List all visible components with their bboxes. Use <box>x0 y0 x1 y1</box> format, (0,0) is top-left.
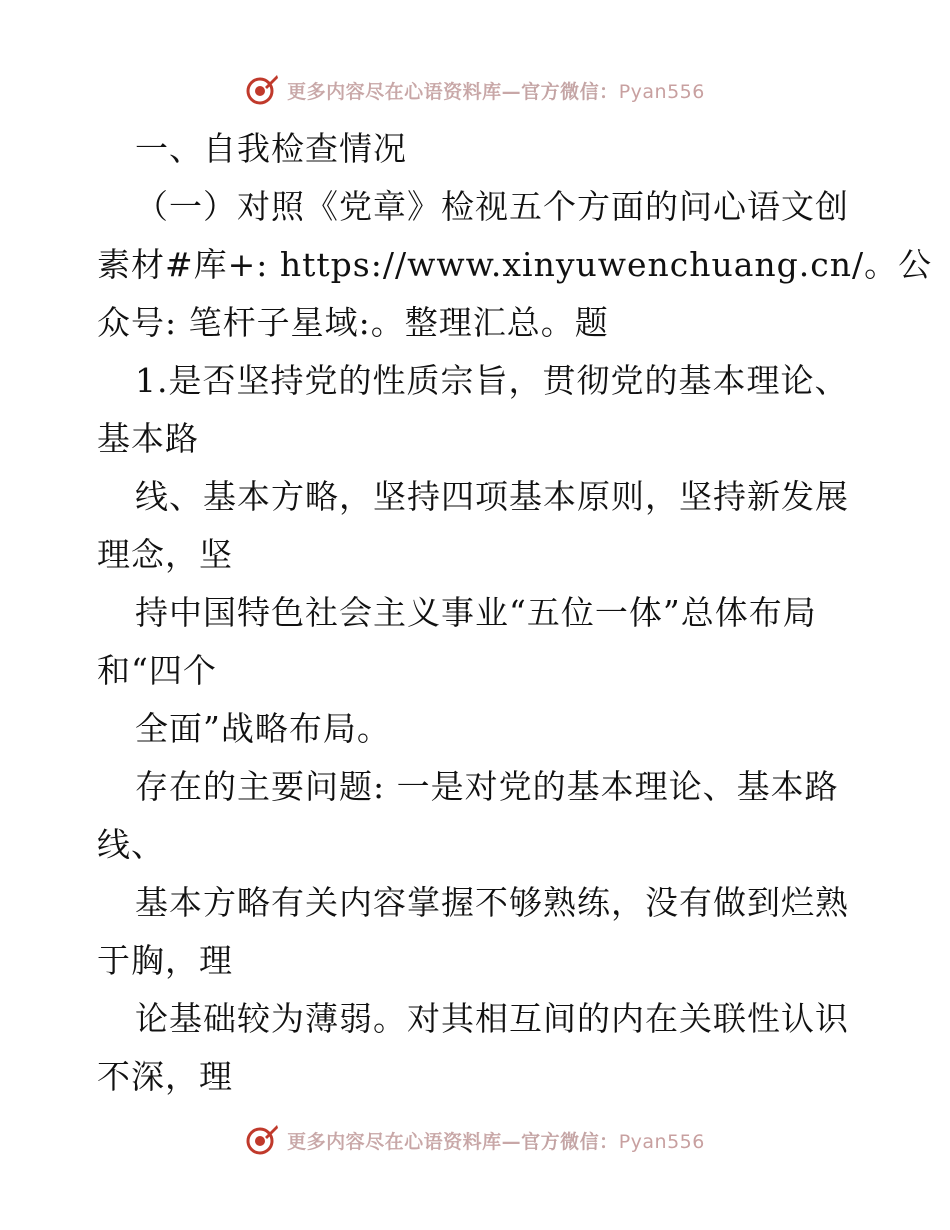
footer-handle: Pyan556 <box>618 1130 705 1153</box>
body-line: 和“四个 <box>97 651 217 690</box>
body-line: 论基础较为薄弱。对其相互间的内在关联性认识 <box>135 999 849 1038</box>
header-separator: — <box>501 80 522 103</box>
body-line: 素材#库+: https://www.xinyuwenchuang.cn/。公 <box>97 245 933 284</box>
header-watermark-text <box>287 77 705 104</box>
body-line: 一、自我检查情况 <box>135 129 407 168</box>
body-line: 于胸，理 <box>97 941 233 980</box>
footer-brand: 更多内容尽在心语资料库 <box>287 1130 502 1153</box>
body-line: 基本路 <box>97 419 199 458</box>
body-line: 线、 <box>97 825 165 864</box>
header-watermark <box>0 70 950 110</box>
footer-separator: — <box>501 1130 522 1153</box>
footer-watermark <box>0 1120 950 1160</box>
body-line: 1.是否坚持党的性质宗旨，贯彻党的基本理论、 <box>135 361 849 400</box>
body-line: 线、基本方略，坚持四项基本原则，坚持新发展 <box>135 477 849 516</box>
pen-logo-icon <box>245 1123 279 1157</box>
footer-watermark-text <box>287 1127 705 1154</box>
body-line: （一）对照《党章》检视五个方面的问心语文创 <box>135 187 849 226</box>
body-line: 众号: 笔杆子星域:。整理汇总。题 <box>97 303 609 342</box>
body-line: 不深，理 <box>97 1057 233 1096</box>
header-label: 官方微信： <box>521 80 619 103</box>
body-line: 持中国特色社会主义事业“五位一体”总体布局 <box>135 593 817 632</box>
footer-label: 官方微信： <box>521 1130 619 1153</box>
body-line: 理念，坚 <box>97 535 233 574</box>
body-line: 存在的主要问题: 一是对党的基本理论、基本路 <box>135 767 839 806</box>
body-line: 基本方略有关内容掌握不够熟练，没有做到烂熟 <box>135 883 849 922</box>
header-handle: Pyan556 <box>618 80 705 103</box>
pen-logo-icon <box>245 73 279 107</box>
document-body <box>97 120 933 1106</box>
header-brand: 更多内容尽在心语资料库 <box>287 80 502 103</box>
body-line: 全面”战略布局。 <box>135 709 391 748</box>
